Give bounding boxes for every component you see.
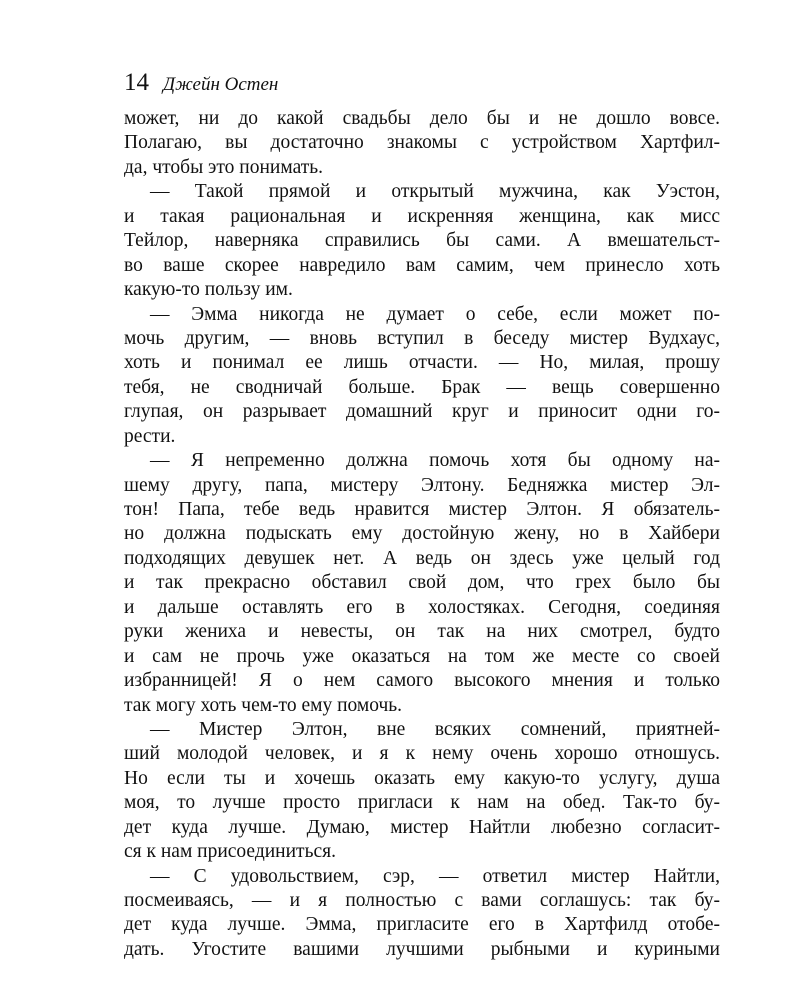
text-line: рести. xyxy=(124,425,176,447)
running-head-author: Джейн Остен xyxy=(163,74,279,95)
text-line: — С удовольствием, сэр, — ответил мистер Найтли, xyxy=(150,865,720,887)
text-line: Тейлор, наверняка справились бы сами. А вмешательст- xyxy=(124,230,720,252)
page-number: 14 xyxy=(124,69,149,96)
running-head xyxy=(124,66,278,102)
text-line: моя, то лучше просто пригласи к нам на обед. Так-то бу- xyxy=(124,792,720,814)
text-line: дет куда лучше. Эмма, пригласите его в Хартфилд отобе- xyxy=(124,914,720,936)
text-line: тебя, не сводничай больше. Брак — вещь совершенно xyxy=(124,376,720,398)
text-line: и такая рациональная и искренняя женщина, как мисс xyxy=(124,205,720,227)
text-line: дать. Угостите вашими лучшими рыбными и куриными xyxy=(124,938,720,960)
text-line: — Такой прямой и открытый мужчина, как Уэстон, xyxy=(150,181,720,203)
text-line: какую-то пользу им. xyxy=(124,279,293,301)
text-line: — Мистер Элтон, вне всяких сомнений, приятней- xyxy=(150,718,720,740)
text-line: и сам не прочь уже оказаться на том же месте со своей xyxy=(124,645,720,667)
text-line: хоть и понимал ее лишь отчасти. — Но, милая, прошу xyxy=(124,352,720,374)
text-line: — Я непременно должна помочь хотя бы одному на- xyxy=(150,450,720,472)
text-line: — Эмма никогда не думает о себе, если может по- xyxy=(150,303,720,325)
text-line: может, ни до какой свадьбы дело бы и не дошло вовсе. xyxy=(124,108,720,129)
text-line: Но если ты и хочешь оказать ему какую-то услугу, душа xyxy=(124,767,720,789)
text-line: Полагаю, вы достаточно знакомы с устройством Хартфил- xyxy=(124,132,720,154)
text-line: тон! Папа, тебе ведь нравится мистер Элтон. Я обязатель- xyxy=(124,499,720,520)
text-line: ший молодой человек, и я к нему очень хорошо отношусь. xyxy=(124,743,720,765)
text-line: во ваше скорее навредило вам самим, чем принесло хоть xyxy=(124,254,720,276)
text-line: ся к нам присоединиться. xyxy=(124,841,336,863)
text-line: посмеиваясь, — и я полностью с вами соглашусь: так бу- xyxy=(124,890,720,911)
text-line: руки жениха и невесты, он так на них смотрел, будто xyxy=(124,621,720,643)
text-line: и так прекрасно обставил свой дом, что грех было бы xyxy=(124,572,720,594)
text-line: мочь другим, — вновь вступил в беседу мистер Вудхаус, xyxy=(124,327,720,349)
text-line: избранницей! Я о нем самого высокого мнения и только xyxy=(124,670,720,692)
body-text xyxy=(124,107,720,962)
text-line: так могу хоть чем-то ему помочь. xyxy=(124,694,403,716)
text-line: и дальше оставлять его в холостяках. Сегодня, соединяя xyxy=(124,596,720,618)
text-line: шему другу, папа, мистеру Элтону. Бедняжка мистер Эл- xyxy=(124,474,720,496)
text-line: глупая, он разрывает домашний круг и приносит одни го- xyxy=(124,401,720,423)
text-line: подходящих девушек нет. А ведь он здесь уже целый год xyxy=(124,547,720,569)
text-line: но должна подыскать ему достойную жену, но в Хайбери xyxy=(124,523,720,545)
text-line: да, чтобы это понимать. xyxy=(124,156,324,178)
text-line: дет куда лучше. Думаю, мистер Найтли любезно согласит- xyxy=(124,816,720,838)
